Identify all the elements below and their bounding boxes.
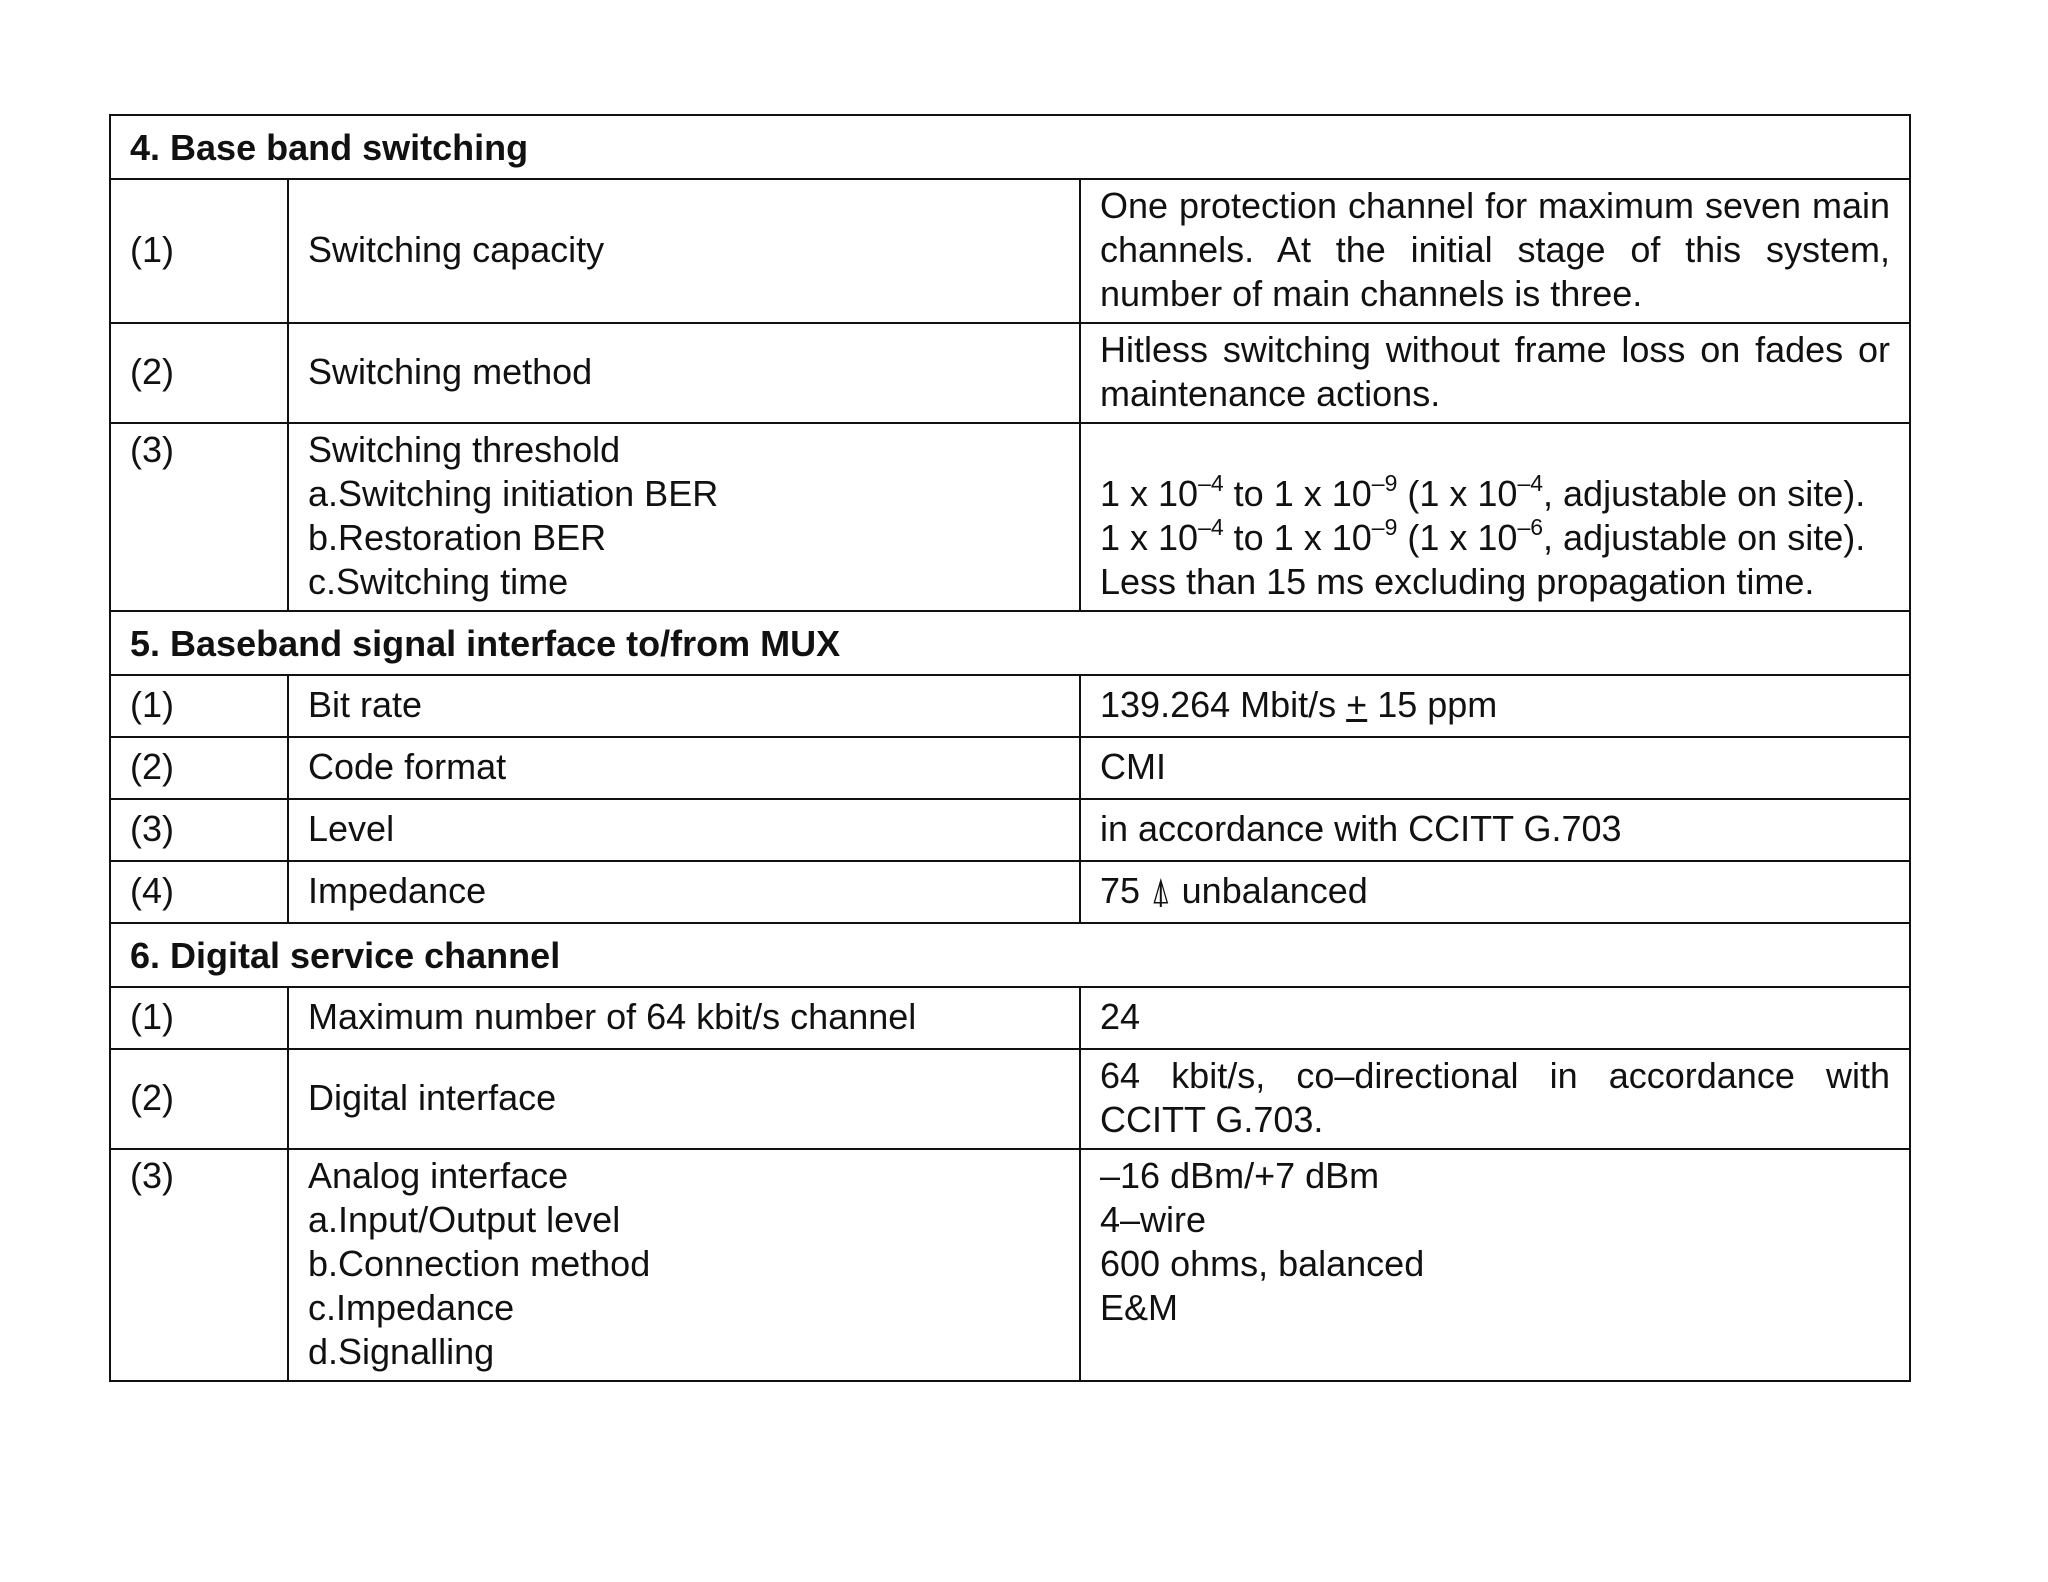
- exponent: –4: [1517, 470, 1544, 496]
- parameter-name: Switching capacity: [288, 179, 1080, 323]
- table-row: [110, 675, 1910, 737]
- parameter-value: 24: [1080, 987, 1910, 1049]
- item-number: (3): [110, 1149, 288, 1381]
- parameter-value: One protection channel for maximum seven main channels. At the initial stage of this system, number of main channels is three.: [1080, 179, 1910, 323]
- section-header-row: [110, 923, 1910, 987]
- specification-table: [109, 114, 1911, 1382]
- table-row: [110, 179, 1910, 323]
- value-text: , adjustable on site).: [1543, 517, 1866, 558]
- parameter-name: Impedance: [288, 861, 1080, 923]
- value-text: 15 ppm: [1367, 684, 1498, 725]
- table-row: [110, 987, 1910, 1049]
- item-number: (1): [110, 987, 288, 1049]
- item-number: (2): [110, 323, 288, 423]
- parameter-name: Bit rate: [288, 675, 1080, 737]
- parameter-value: CMI: [1080, 737, 1910, 799]
- item-number: (1): [110, 179, 288, 323]
- value-line: [1100, 516, 1890, 560]
- value-text: to 1 x 10: [1223, 517, 1372, 558]
- param-line: d.Signalling: [308, 1331, 495, 1372]
- spacer-line: [1100, 428, 1890, 472]
- item-number: (1): [110, 675, 288, 737]
- value-text: 75: [1100, 870, 1151, 911]
- item-number: (3): [110, 423, 288, 611]
- item-number: (2): [110, 737, 288, 799]
- value-text: (1 x 10: [1397, 473, 1518, 514]
- parameter-value: [1080, 675, 1910, 737]
- parameter-name: Switching method: [288, 323, 1080, 423]
- value-text: , adjustable on site).: [1543, 473, 1866, 514]
- value-text: unbalanced: [1171, 870, 1368, 911]
- section-title: 6. Digital service channel: [110, 923, 1910, 987]
- table-row: [110, 1149, 1910, 1381]
- parameter-value: Hitless switching without frame loss on fades or maintenance actions.: [1080, 323, 1910, 423]
- param-line: c.Switching time: [308, 561, 569, 602]
- value-text: 1 x 10: [1100, 517, 1199, 558]
- table-row: [110, 861, 1910, 923]
- value-line: [1100, 472, 1890, 516]
- value-line: –16 dBm/+7 dBm: [1100, 1155, 1380, 1196]
- table-row: [110, 1049, 1910, 1149]
- parameter-value-multiline: [1080, 1149, 1910, 1381]
- value-text: (1 x 10: [1397, 517, 1518, 558]
- value-line: Less than 15 ms excluding propagation time.: [1100, 561, 1815, 602]
- param-line: c.Impedance: [308, 1287, 515, 1328]
- section-header-row: [110, 115, 1910, 179]
- table-row: [110, 423, 1910, 611]
- param-line: a.Switching initiation BER: [308, 473, 719, 514]
- exponent: –9: [1371, 470, 1398, 496]
- parameter-name: Code format: [288, 737, 1080, 799]
- item-number: (4): [110, 861, 288, 923]
- param-line: b.Restoration BER: [308, 517, 607, 558]
- parameter-name-multiline: [288, 1149, 1080, 1381]
- item-number: (3): [110, 799, 288, 861]
- param-line: a.Input/Output level: [308, 1199, 621, 1240]
- parameter-name-multiline: [288, 423, 1080, 611]
- value-text: 139.264 Mbit/s: [1100, 684, 1347, 725]
- param-line: Switching threshold: [308, 429, 621, 470]
- parameter-name: Level: [288, 799, 1080, 861]
- table-row: [110, 737, 1910, 799]
- section-title: 5. Baseband signal interface to/from MUX: [110, 611, 1910, 675]
- param-line: Analog interface: [308, 1155, 569, 1196]
- parameter-value-multiline: [1080, 423, 1910, 611]
- parameter-name: Maximum number of 64 kbit/s channel: [288, 987, 1080, 1049]
- table-row: [110, 799, 1910, 861]
- parameter-name: Digital interface: [288, 1049, 1080, 1149]
- value-line: 4–wire: [1100, 1199, 1207, 1240]
- parameter-value: [1080, 861, 1910, 923]
- exponent: –6: [1517, 514, 1544, 540]
- exponent: –4: [1198, 470, 1224, 496]
- item-number: (2): [110, 1049, 288, 1149]
- section-header-row: [110, 611, 1910, 675]
- exponent: –9: [1371, 514, 1398, 540]
- value-line: E&M: [1100, 1287, 1179, 1328]
- table-row: [110, 323, 1910, 423]
- value-text: to 1 x 10: [1223, 473, 1372, 514]
- param-line: b.Connection method: [308, 1243, 651, 1284]
- value-text: 1 x 10: [1100, 473, 1199, 514]
- plus-minus-sign: +: [1346, 684, 1368, 725]
- parameter-value: 64 kbit/s, co–directional in accordance with CCITT G.703.: [1080, 1049, 1910, 1149]
- ohm-symbol: ⍋: [1150, 870, 1172, 911]
- section-title: 4. Base band switching: [110, 115, 1910, 179]
- value-line: 600 ohms, balanced: [1100, 1243, 1425, 1284]
- parameter-value: in accordance with CCITT G.703: [1080, 799, 1910, 861]
- exponent: –4: [1198, 514, 1224, 540]
